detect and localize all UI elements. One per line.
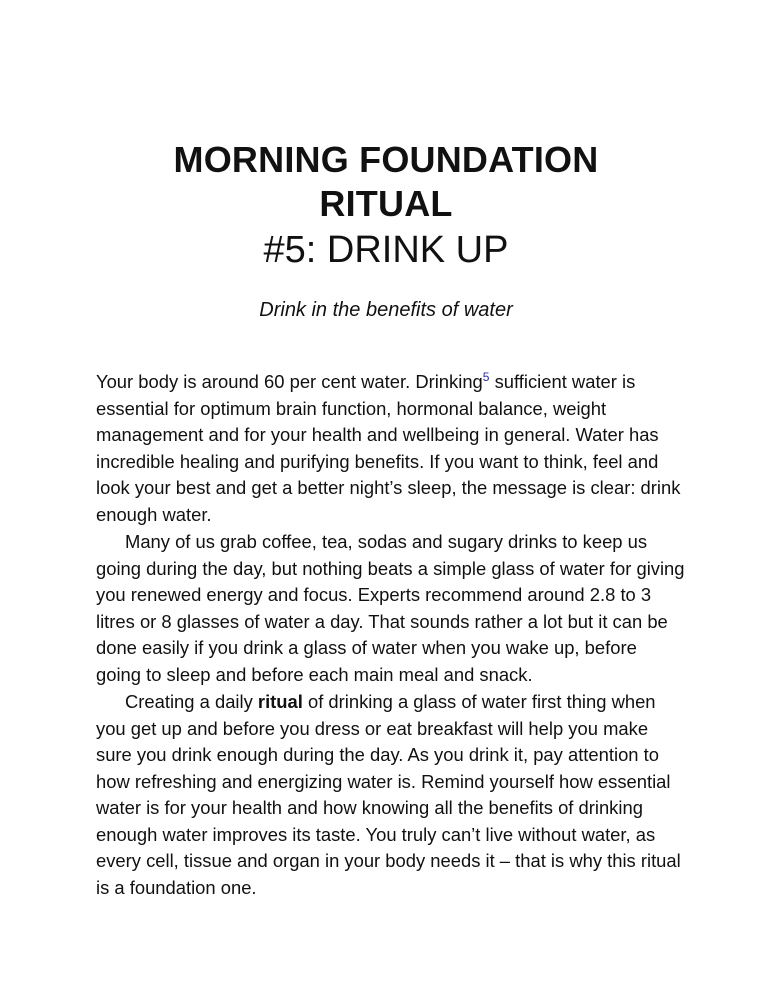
paragraph-3 <box>96 689 686 901</box>
footnote-marker[interactable]: 5 <box>482 369 490 384</box>
chapter-tagline: Drink in the benefits of water <box>259 299 513 321</box>
paragraph-1 <box>96 369 686 528</box>
paragraph-3-text-end: of drinking a glass of water first thing when you get up and before you dress or eat breakfast will help you make sure you drink enough during the day. As you drink it, pay attention to how refreshing and energizing water is. Remind yourself how essential water is for your health and how knowing all the benefits of drinking enough water improves its taste. You truly can’t live without water, as every cell, tissue and organ in your body needs it – that is why this ritual is a foundation one. <box>96 691 681 898</box>
title-line-1: MORNING FOUNDATION <box>173 139 599 180</box>
paragraph-1-text-start: Your body is around 60 per cent water. Drinking <box>96 371 483 392</box>
chapter-heading <box>0 138 772 274</box>
body-text <box>96 369 686 901</box>
paragraph-3-text-start: Creating a daily <box>125 691 258 712</box>
emphasis-ritual: ritual <box>257 691 303 712</box>
paragraph-1-text-end: sufficient water is essential for optimum brain function, hormonal balance, weight management and for your health and wellbeing in general. Water has incredible healing and purifying benefits. If you want to think, feel and look your best and get a better night’s sleep, the message is clear: drink enough water. <box>96 371 681 525</box>
title-line-2: RITUAL <box>319 183 453 224</box>
paragraph-2: Many of us grab coffee, tea, sodas and sugary drinks to keep us going during the day, but nothing beats a simple glass of water for giving you renewed energy and focus. Experts recommend around 2.8 to 3 litres or 8 glasses of water a day. That sounds rather a lot but it can be done easily if you drink a glass of water when you wake up, before going to sleep and before each main meal and snack. <box>96 531 685 685</box>
chapter-subtitle: #5: DRINK UP <box>263 229 509 271</box>
